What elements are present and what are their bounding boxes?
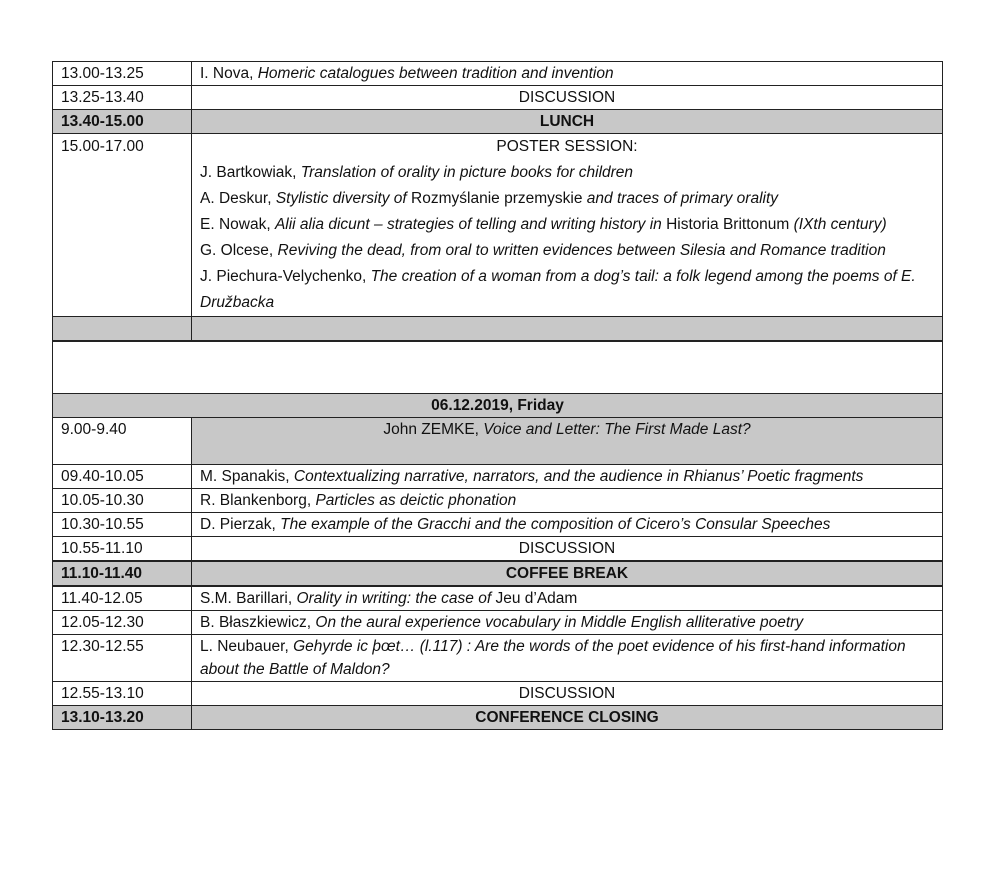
- talk-cell: [192, 465, 943, 489]
- poster-cell: [192, 134, 943, 317]
- time-cell: 13.25-13.40: [53, 86, 192, 110]
- time-cell: 13.10-13.20: [53, 706, 192, 730]
- talk-title: On the aural experience vocabulary in Middle English alliterative poetry: [315, 614, 804, 631]
- talk-cell: [192, 513, 943, 537]
- time-cell: 13.40-15.00: [53, 110, 192, 134]
- lunch-cell: LUNCH: [192, 110, 943, 134]
- closing-cell: CONFERENCE CLOSING: [192, 706, 943, 730]
- spacer-cell: [53, 341, 943, 394]
- speaker-name: B. Błaszkiewicz,: [200, 614, 316, 631]
- talk-title-cont: and traces of primary orality: [582, 190, 779, 207]
- table-row-spacer: [53, 341, 943, 394]
- table-row: [53, 682, 943, 706]
- time-cell: 12.30-12.55: [53, 635, 192, 682]
- talk-title: Homeric catalogues between tradition and invention: [257, 65, 614, 82]
- talk-title: Alii alia dicunt – strategies of telling and writing history in: [274, 216, 667, 233]
- table-row: [53, 611, 943, 635]
- speaker-name: E. Nowak,: [200, 216, 275, 233]
- speaker-name: A. Deskur,: [200, 190, 276, 207]
- talk-cell: [192, 635, 943, 682]
- speaker-name: D. Pierzak,: [200, 516, 281, 533]
- time-cell: 11.40-12.05: [53, 586, 192, 611]
- coffee-break-cell: COFFEE BREAK: [192, 561, 943, 586]
- empty-cell: [53, 317, 192, 342]
- speaker-name: G. Olcese,: [200, 242, 278, 259]
- discussion-cell: DISCUSSION: [192, 86, 943, 110]
- speaker-name: L. Neubauer,: [200, 638, 294, 655]
- discussion-cell: DISCUSSION: [192, 682, 943, 706]
- time-cell: 13.00-13.25: [53, 62, 192, 86]
- speaker-name: J. Bartkowiak,: [200, 164, 301, 181]
- table-row: [53, 513, 943, 537]
- table-row: [53, 465, 943, 489]
- keynote-cell: [192, 418, 943, 465]
- time-cell: 10.55-11.10: [53, 537, 192, 562]
- speaker-name: M. Spanakis,: [200, 468, 294, 485]
- table-row: [53, 586, 943, 611]
- time-cell: 9.00-9.40: [53, 418, 192, 465]
- talk-cell: [192, 611, 943, 635]
- talk-title: Stylistic diversity of: [275, 190, 412, 207]
- discussion-cell: DISCUSSION: [192, 537, 943, 562]
- talk-title: Orality in writing: the case of: [296, 590, 496, 607]
- work-title: Rozmyślanie przemyskie: [411, 190, 583, 207]
- time-cell: 11.10-11.40: [53, 561, 192, 586]
- time-cell: 12.55-13.10: [53, 682, 192, 706]
- talk-cell: [192, 586, 943, 611]
- day-header: 06.12.2019, Friday: [53, 394, 943, 418]
- talk-title: Particles as deictic phonation: [315, 492, 517, 509]
- table-row: [53, 86, 943, 110]
- speaker-name: John ZEMKE,: [383, 421, 484, 438]
- poster-item: [200, 264, 934, 316]
- table-row-closing: [53, 706, 943, 730]
- talk-title: The example of the Gracchi and the composition of Cicero’s Consular Speeches: [280, 516, 831, 533]
- time-cell: 09.40-10.05: [53, 465, 192, 489]
- empty-cell: [192, 317, 943, 342]
- speaker-name: S.M. Barillari,: [200, 590, 297, 607]
- table-row: [53, 635, 943, 682]
- table-row: [53, 62, 943, 86]
- schedule-table: [52, 61, 943, 730]
- table-row: [53, 537, 943, 562]
- talk-title: Translation of orality in picture books for children: [300, 164, 634, 181]
- table-row-empty: [53, 317, 943, 342]
- poster-item: [200, 212, 934, 238]
- talk-title: Reviving the dead, from oral to written evidences between Silesia and Romance tradition: [277, 242, 886, 259]
- table-row-coffee-break: [53, 561, 943, 586]
- speaker-name: J. Piechura-Velychenko,: [200, 268, 371, 285]
- table-row-lunch: [53, 110, 943, 134]
- table-row-keynote: [53, 418, 943, 465]
- talk-cell: [192, 489, 943, 513]
- poster-heading: POSTER SESSION:: [496, 138, 638, 155]
- talk-title: Voice and Letter: The First Made Last?: [483, 421, 751, 438]
- work-title: Historia Brittonum: [666, 216, 790, 233]
- table-row-poster-session: [53, 134, 943, 317]
- talk-title-cont: (IXth century): [789, 216, 887, 233]
- poster-item: [200, 238, 934, 264]
- speaker-name: I. Nova,: [200, 65, 258, 82]
- poster-item: [200, 186, 934, 212]
- time-cell: 10.05-10.30: [53, 489, 192, 513]
- talk-cell: [192, 62, 943, 86]
- time-cell: 10.30-10.55: [53, 513, 192, 537]
- time-cell: 15.00-17.00: [53, 134, 192, 317]
- talk-title: The creation of a woman from a dog’s tail: a folk legend among the poems of E. Družbacka: [200, 268, 916, 311]
- work-title: Jeu d’Adam: [495, 590, 578, 607]
- table-row: [53, 489, 943, 513]
- speaker-name: R. Blankenborg,: [200, 492, 316, 509]
- talk-title: Gehyrde ic þœt… (l.117) : Are the words of the poet evidence of his first-hand information about the Battle of Maldon?: [200, 638, 906, 678]
- poster-item: [200, 160, 934, 186]
- time-cell: 12.05-12.30: [53, 611, 192, 635]
- day-header-row: [53, 394, 943, 418]
- talk-title: Contextualizing narrative, narrators, and the audience in Rhianus’ Poetic fragments: [293, 468, 864, 485]
